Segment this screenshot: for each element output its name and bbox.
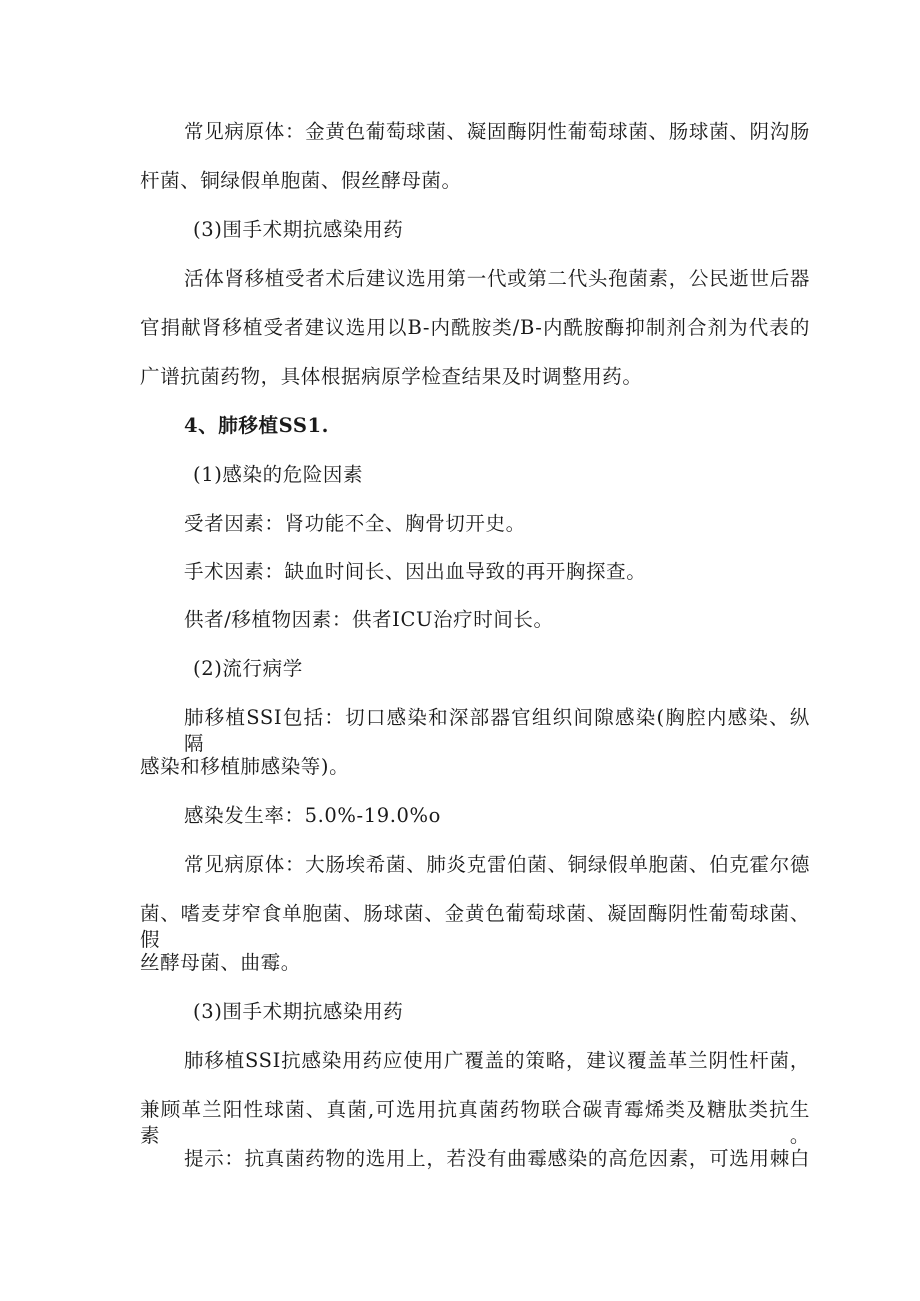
paragraph-lung-pathogens-line3: 丝酵母菌、曲霉。	[140, 951, 301, 974]
paragraph-incidence: 感染发生率：5.0%-19.0%o	[184, 804, 442, 827]
section-heading-lung: 4、肺移植SS1.	[184, 414, 330, 437]
paragraph-lung-pathogens-line1: 常见病原体：大肠埃希菌、肺炎克雷伯菌、铜绿假单胞菌、伯克霍尔德	[184, 853, 810, 876]
paragraph-recipient-factors: 受者因素：肾功能不全、胸骨切开史。	[184, 512, 526, 535]
paragraph-lung-antibiotics-line1: 肺移植SSI抗感染用药应使用广覆盖的策略，建议覆盖革兰阴性杆菌，	[184, 1049, 810, 1072]
paragraph-surgical-factors: 手术因素：缺血时间长、因出血导致的再开胸探查。	[184, 560, 647, 583]
paragraph-pathogens-line2: 杆菌、铜绿假单胞菌、假丝酵母菌。	[140, 169, 462, 192]
paragraph-ssi-line1: 肺移植SSI包括：切口感染和深部器官组织间隙感染(胸腔内感染、纵隔	[184, 706, 810, 755]
subheading-risk-factors: (1)感染的危险因素	[193, 463, 364, 486]
paragraph-kidney-line2: 官捐献肾移植受者建议选用以B-内酰胺类/B-内酰胺酶抑制剂合剂为代表的	[140, 316, 810, 339]
paragraph-pathogens-line1: 常见病原体：金黄色葡萄球菌、凝固酶阴性葡萄球菌、肠球菌、阴沟肠	[184, 120, 810, 143]
paragraph-tip: 提示：抗真菌药物的选用上，若没有曲霉感染的高危因素，可选用棘白	[184, 1147, 810, 1170]
paragraph-ssi-line2: 感染和移植肺感染等)。	[140, 755, 350, 778]
subheading-epidemiology: (2)流行病学	[193, 657, 303, 680]
subheading-perioperative-2: (3)围手术期抗感染用药	[193, 1000, 404, 1023]
paragraph-lung-pathogens-line2: 菌、嗜麦芽窄食单胞菌、肠球菌、金黄色葡萄球菌、凝固酶阴性葡萄球菌、假	[140, 902, 810, 951]
paragraph-lung-antibiotics-line2: 兼顾革兰阳性球菌、真菌,可选用抗真菌药物联合碳青霉烯类及糖肽类抗生素。	[140, 1098, 810, 1147]
paragraph-kidney-line1: 活体肾移植受者术后建议选用第一代或第二代头孢菌素，公民逝世后器	[184, 267, 810, 290]
paragraph-donor-factors: 供者/移植物因素：供者ICU治疗时间长。	[184, 608, 554, 631]
subheading-perioperative-1: (3)围手术期抗感染用药	[193, 218, 404, 241]
paragraph-kidney-line3: 广谱抗菌药物，具体根据病原学检查结果及时调整用药。	[140, 365, 643, 388]
